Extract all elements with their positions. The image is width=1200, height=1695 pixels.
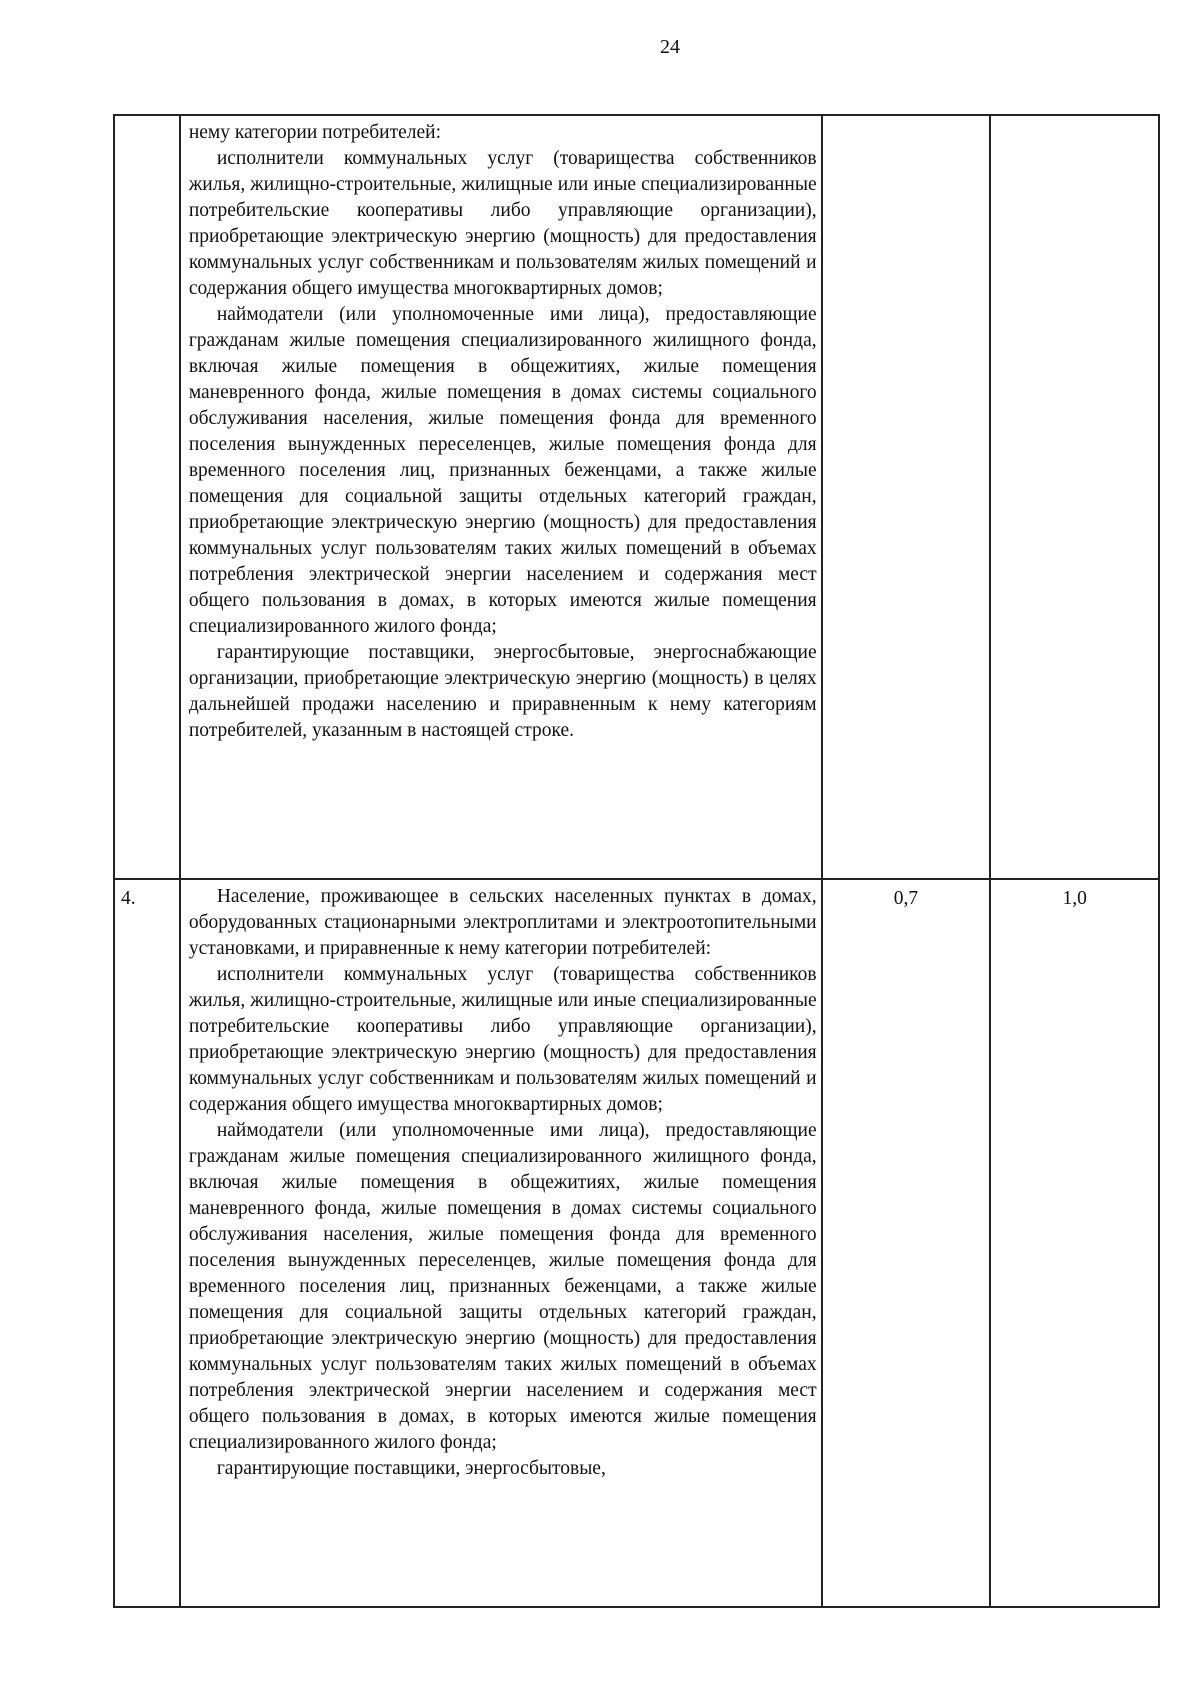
- page-number: 24: [660, 36, 680, 58]
- paragraph: наймодатели (или уполномоченные ими лица), предоставляющие гражданам жилые помещения специализированного жилищного фонда, включая жилые помещения в общежитиях, жилые помещения маневренного фонда, жилые помещения в домах системы социального обслуживания населения, жилые помещения фонда для временного поселения вынужденных переселенцев, жилые помещения фонда для временного поселения лиц, признанных беженцами, а также жилые помещения для социальной защиты отдельных категорий граждан, приобретающие электрическую энергию (мощность) для предоставления коммунальных услуг пользователям таких жилых помещений в объемах потребления электрической энергии населением и содержания мест общего пользования в домах, в которых имеются жилые помещения специализированного жилого фонда;: [188, 1120, 817, 1453]
- paragraph: наймодатели (или уполномоченные ими лица), предоставляющие гражданам жилые помещения специализированного жилищного фонда, включая жилые помещения в общежитиях, жилые помещения маневренного фонда, жилые помещения в домах системы социального обслуживания населения, жилые помещения фонда для временного поселения вынужденных переселенцев, жилые помещения фонда для временного поселения лиц, признанных беженцами, а также жилые помещения для социальной защиты отдельных категорий граждан, приобретающие электрическую энергию (мощность) для предоставления коммунальных услуг пользователям таких жилых помещений в объемах потребления электрической энергии населением и содержания мест общего пользования в домах, в которых имеются жилые помещения специализированного жилого фонда;: [188, 304, 817, 637]
- value-cell-1: 0,7: [822, 879, 991, 1607]
- value-cell-2: [990, 115, 1159, 879]
- paragraph: гарантирующие поставщики, энергосбытовые,: [216, 1458, 606, 1479]
- table-row: [114, 115, 1159, 879]
- paragraph: исполнители коммунальных услуг (товарищества собственников жилья, жилищно-строительные, жилищные или иные специализированные потребительские кооперативы либо управляющие организации), приобретающие электрическую энергию (мощность) для предоставления коммунальных услуг собственникам и пользователям жилых помещений и содержания общего имущества многоквартирных домов;: [188, 964, 817, 1115]
- row-number-cell: [114, 115, 180, 879]
- description-cell: [180, 879, 822, 1607]
- paragraph: Население, проживающее в сельских населенных пунктах в домах, оборудованных стационарными электроплитами и электроотопительными установками, и приравненные к нему категории потребителей:: [188, 886, 817, 959]
- value-cell-1: [822, 115, 991, 879]
- paragraph: исполнители коммунальных услуг (товарищества собственников жилья, жилищно-строительные, жилищные или иные специализированные потребительские кооперативы либо управляющие организации), приобретающие электрическую энергию (мощность) для предоставления коммунальных услуг собственникам и пользователям жилых помещений и содержания общего имущества многоквартирных домов;: [188, 148, 817, 299]
- description-cell: [180, 115, 822, 879]
- paragraph: гарантирующие поставщики, энергосбытовые, энергоснабжающие организации, приобретающие электрическую энергию (мощность) в целях дальнейшей продажи населению и приравненным к нему категориям потребителей, указанным в настоящей строке.: [188, 642, 817, 741]
- table-row: [114, 879, 1159, 1607]
- row-number-cell: 4.: [114, 879, 180, 1607]
- continuation-line: нему категории потребителей:: [188, 122, 441, 143]
- tariff-table: [113, 114, 1160, 1608]
- value-cell-2: 1,0: [990, 879, 1159, 1607]
